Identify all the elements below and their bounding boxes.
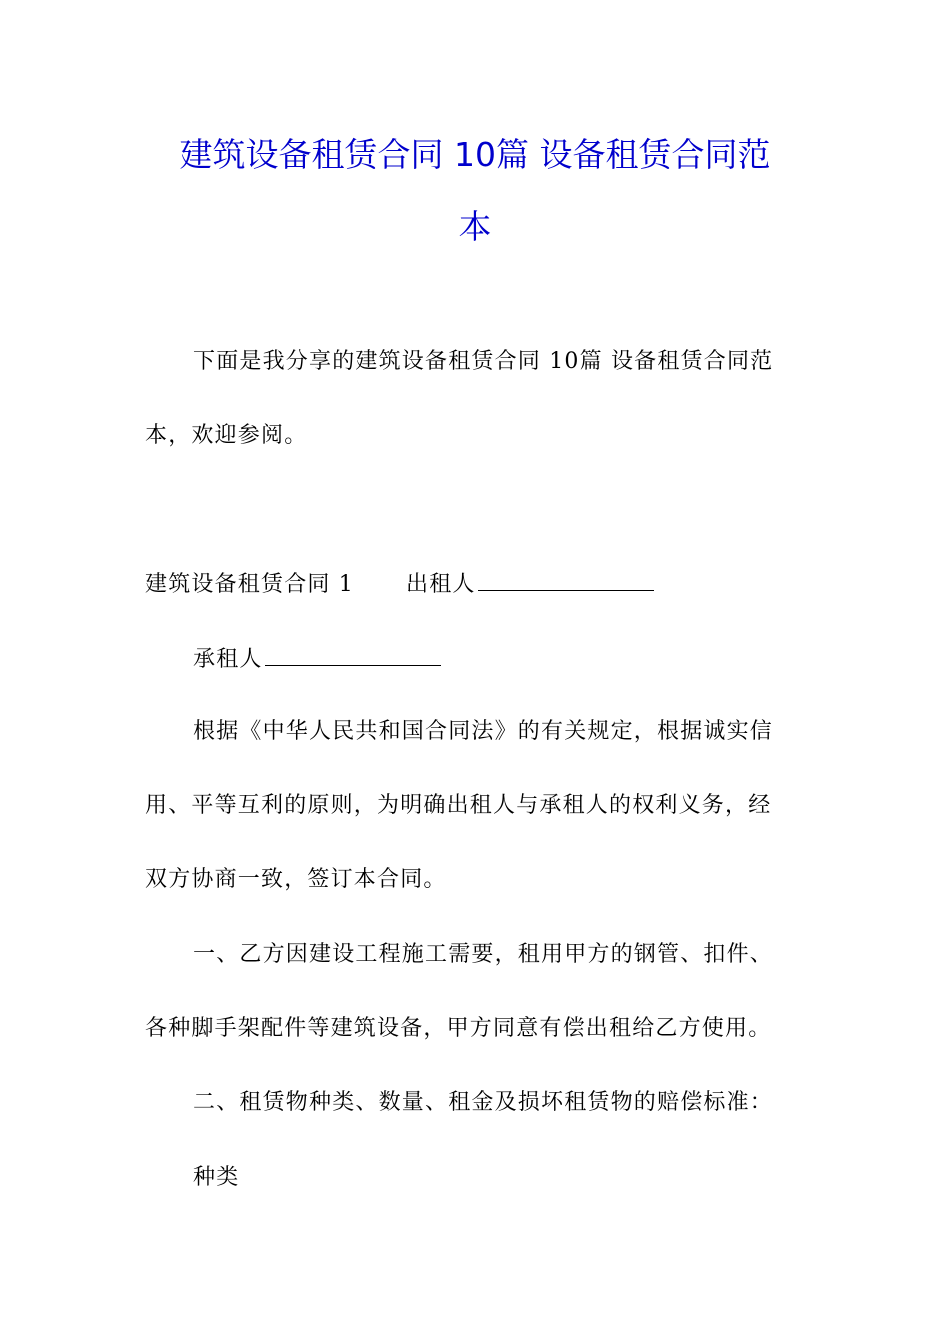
intro-line-2: 本，欢迎参阅。 (145, 423, 308, 448)
para2-line-1: 一、乙方因建设工程施工需要，租用甲方的钢管、扣件、 (193, 942, 774, 967)
contract-heading: 建筑设备租赁合同 1 (145, 572, 354, 597)
para1-line-1: 根据《中华人民共和国合同法》的有关规定，根据诚实信 (193, 719, 774, 744)
lessee-blank (265, 643, 441, 666)
para1-line-3: 双方协商一致，签订本合同。 (145, 867, 447, 892)
lessor-blank (478, 568, 654, 591)
document-title-line-1: 建筑设备租赁合同 10篇 设备租赁合同范 (179, 135, 771, 174)
para2-line-2: 各种脚手架配件等建筑设备，甲方同意有偿出租给乙方使用。 (145, 1016, 772, 1041)
intro-line-1: 下面是我分享的建筑设备租赁合同 10篇 设备租赁合同范 (193, 349, 774, 374)
lessor-label: 出租人 (406, 572, 476, 597)
document-title-line-2: 本 (458, 207, 492, 246)
para3-line-1: 二、租赁物种类、数量、租金及损坏租赁物的赔偿标准： (193, 1090, 774, 1115)
contract-heading-row (145, 568, 810, 600)
item-kind-label: 种类 (193, 1165, 240, 1190)
para1-line-2: 用、平等互利的原则，为明确出租人与承租人的权利义务，经 (145, 793, 772, 818)
lessee-row (193, 643, 858, 675)
lessee-label: 承租人 (193, 647, 263, 672)
